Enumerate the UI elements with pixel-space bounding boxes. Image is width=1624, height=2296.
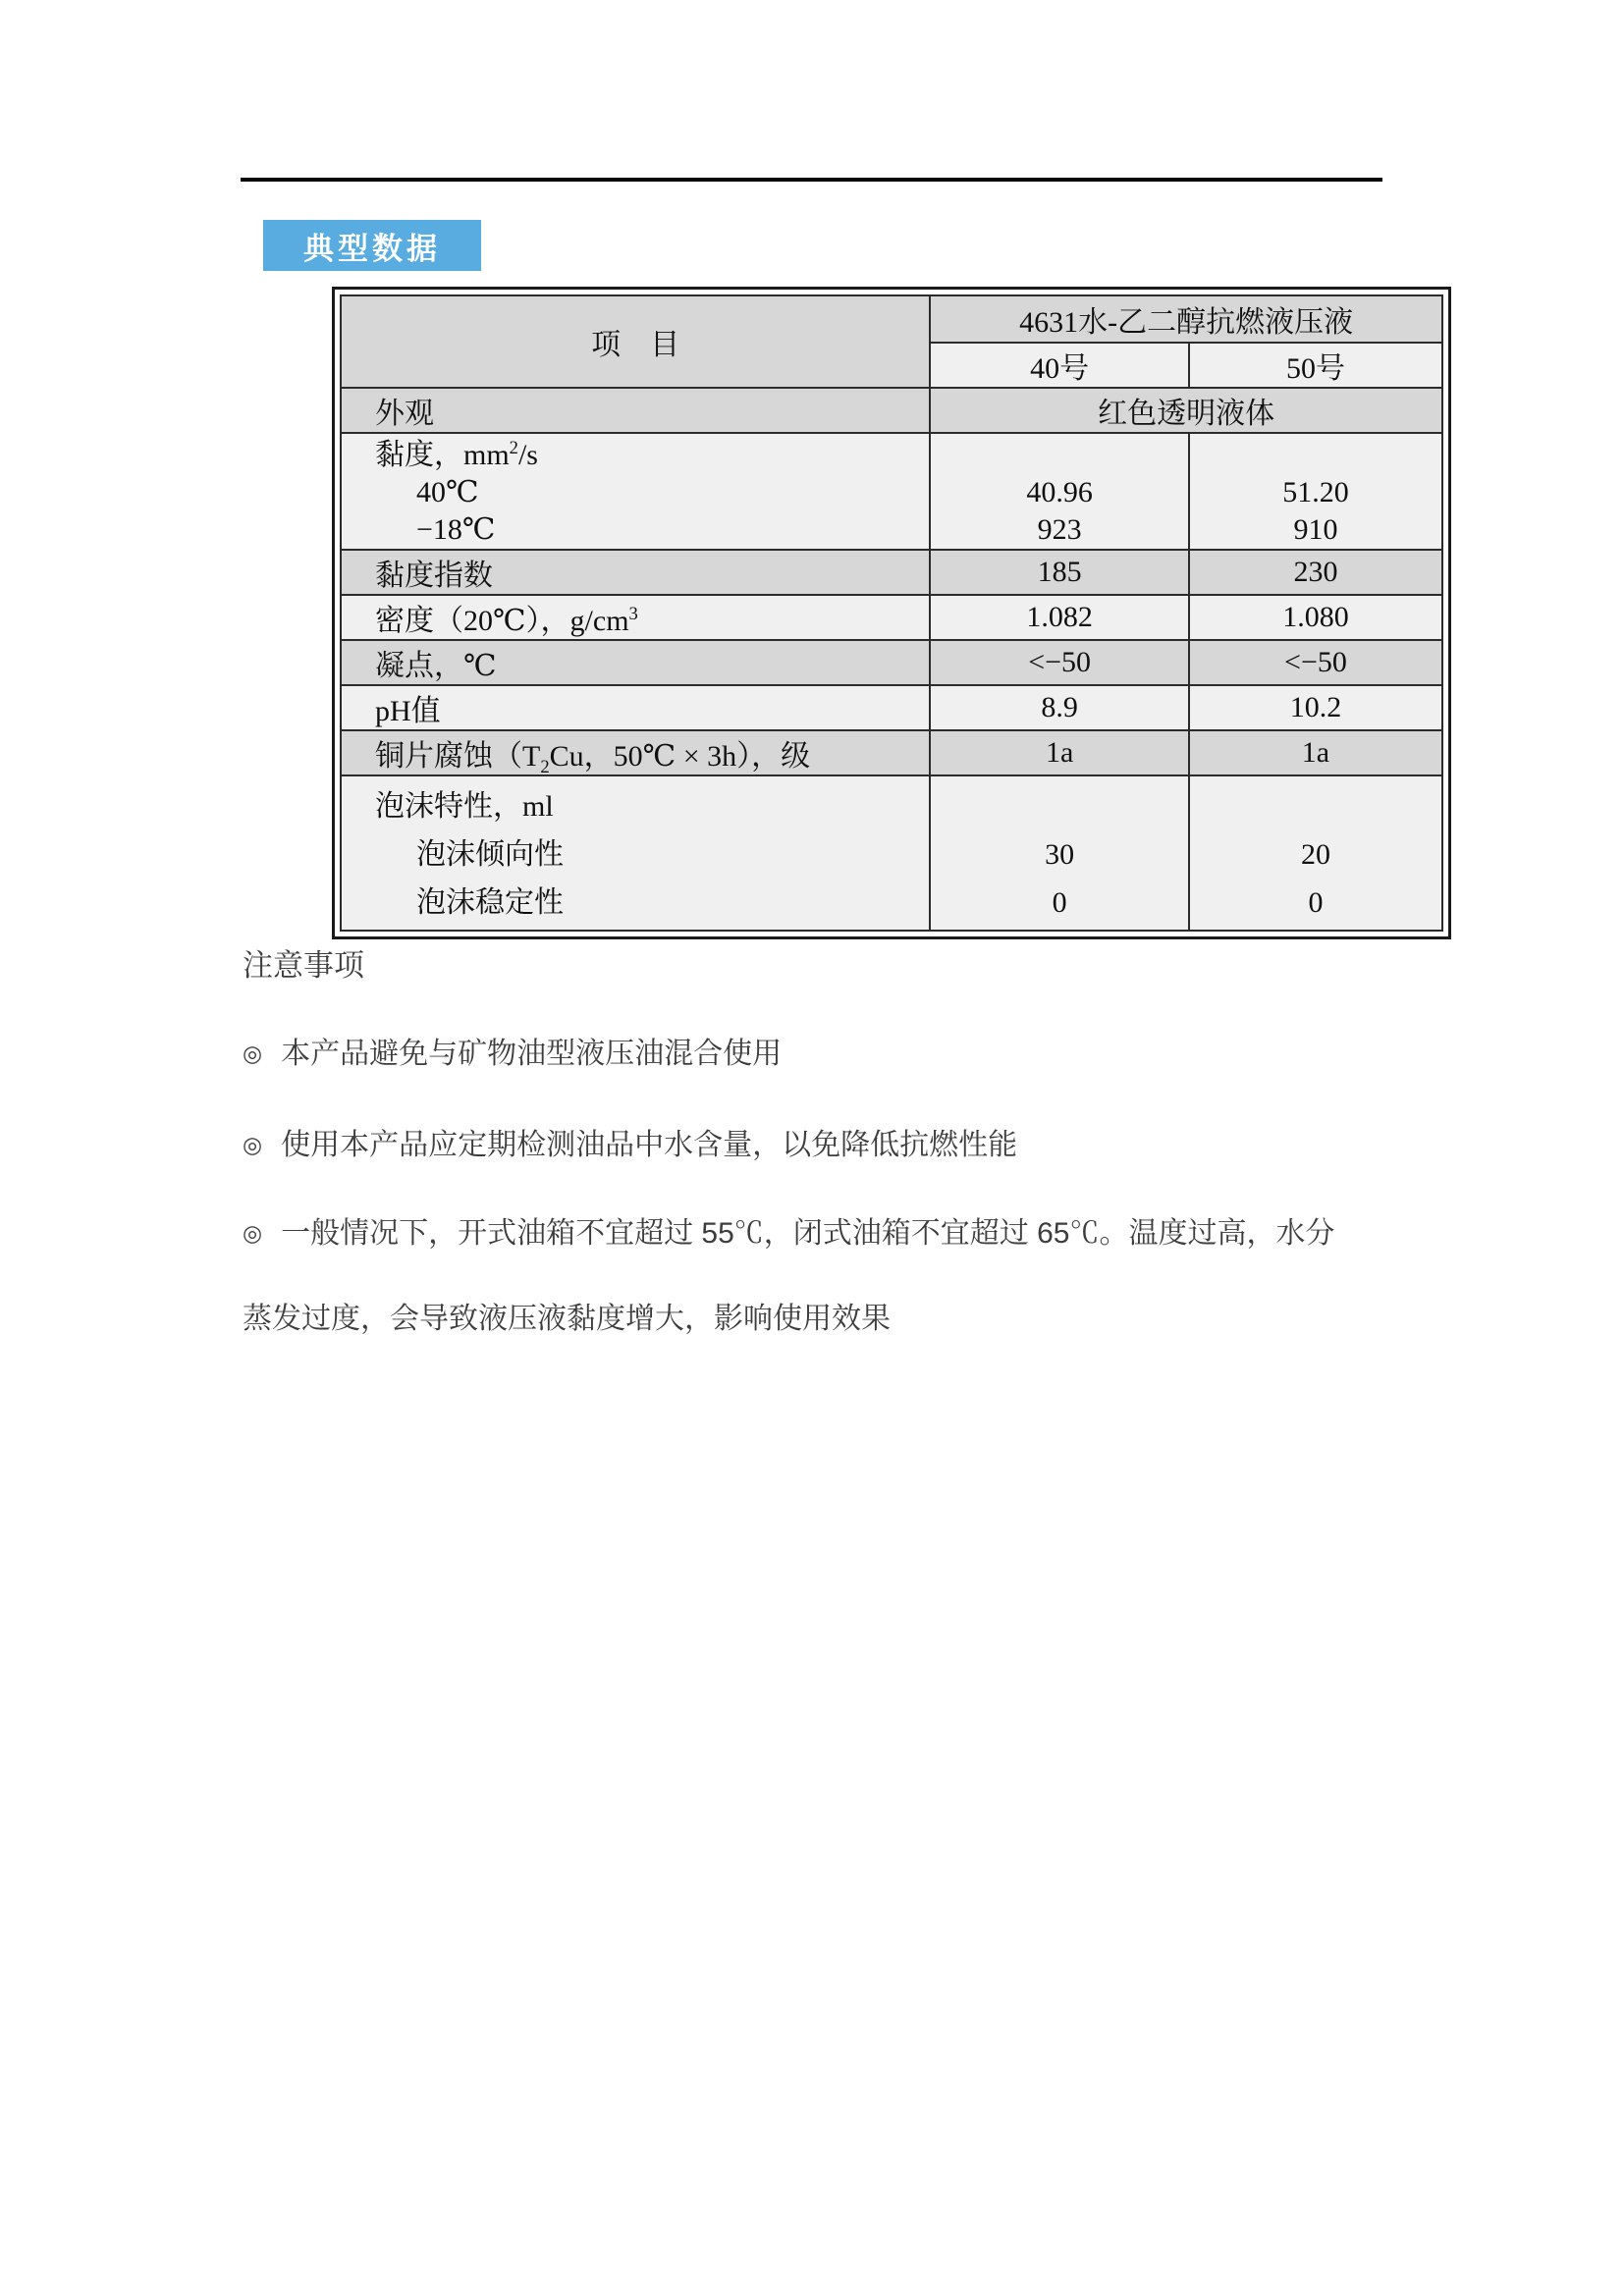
pour-point-grade40-cell: <−50 bbox=[930, 640, 1189, 685]
viscosity-grade50-cell bbox=[1189, 433, 1442, 550]
appearance-value-cell: 红色透明液体 bbox=[930, 388, 1442, 433]
grade-50-header-cell: 50号 bbox=[1189, 343, 1442, 388]
product-header-cell: 4631水-乙二醇抗燃液压液 bbox=[930, 295, 1442, 343]
viscosity-grade50-atminus18: 910 bbox=[1293, 513, 1338, 546]
foam-grade40-tendency: 30 bbox=[1045, 838, 1075, 871]
notes-title: 注意事项 bbox=[243, 948, 364, 983]
bullet-icon: ◎ bbox=[243, 1132, 263, 1157]
typical-data-table bbox=[332, 287, 1451, 939]
bullet-icon: ◎ bbox=[243, 1220, 263, 1246]
viscosity-index-grade50-cell: 230 bbox=[1189, 550, 1442, 595]
note-text: 本产品避免与矿物油型液压油混合使用 bbox=[281, 1038, 783, 1070]
ph-label-cell: pH值 bbox=[341, 685, 930, 730]
table-row-viscosity-index bbox=[341, 550, 1442, 595]
viscosity-grade40-cell bbox=[930, 433, 1189, 550]
bullet-icon: ◎ bbox=[243, 1041, 263, 1066]
table-row-viscosity bbox=[341, 433, 1442, 550]
copper-corrosion-label-cell: 铜片腐蚀（$T_2Cu$，50℃ × 3h），级 bbox=[341, 730, 930, 775]
foam-grade50-cell bbox=[1189, 775, 1442, 931]
table-row-appearance bbox=[341, 388, 1442, 433]
ph-grade40-cell: 8.9 bbox=[930, 685, 1189, 730]
density-grade40-cell: 1.082 bbox=[930, 595, 1189, 640]
top-divider-line bbox=[241, 178, 1382, 182]
note-text: 使用本产品应定期检测油品中水含量，以免降低抗燃性能 bbox=[281, 1129, 1018, 1161]
viscosity-grade40-atminus18: 923 bbox=[1037, 513, 1082, 546]
table-row-pour-point bbox=[341, 640, 1442, 685]
table-row-density bbox=[341, 595, 1442, 640]
copper-corrosion-grade50-cell: 1a bbox=[1189, 730, 1442, 775]
viscosity-temp-minus18-label: −18℃ bbox=[416, 513, 496, 546]
pour-point-grade50-cell: <−50 bbox=[1189, 640, 1442, 685]
density-grade50-cell: 1.080 bbox=[1189, 595, 1442, 640]
spec-table bbox=[340, 294, 1443, 932]
note-item bbox=[243, 1029, 782, 1072]
note-item bbox=[243, 1120, 1017, 1163]
foam-stability-label: 泡沫稳定性 bbox=[416, 886, 564, 919]
table-row-product-header bbox=[341, 295, 1442, 343]
table-row-copper-corrosion bbox=[341, 730, 1442, 775]
ph-grade50-cell: 10.2 bbox=[1189, 685, 1442, 730]
viscosity-temp-40-label: 40℃ bbox=[416, 476, 479, 508]
appearance-label-cell: 外观 bbox=[341, 388, 930, 433]
viscosity-label-cell bbox=[341, 433, 930, 550]
pour-point-label-cell: 凝点，℃ bbox=[341, 640, 930, 685]
note-item bbox=[243, 1208, 1335, 1252]
viscosity-label-line: 黏度，$mm^2/s$ bbox=[375, 438, 538, 471]
foam-grade40-cell bbox=[930, 775, 1189, 931]
copper-corrosion-grade40-cell: 1a bbox=[930, 730, 1189, 775]
foam-label-line: 泡沫特性，ml bbox=[375, 790, 554, 823]
foam-tendency-label: 泡沫倾向性 bbox=[416, 838, 564, 871]
note-text: 一般情况下，开式油箱不宜超过 55℃，闭式油箱不宜超过 65℃。温度过高，水分 bbox=[281, 1217, 1335, 1250]
grade-40-header-cell: 40号 bbox=[930, 343, 1189, 388]
item-header-cell: 项 目 bbox=[341, 295, 930, 388]
viscosity-grade40-at40: 40.96 bbox=[1026, 476, 1093, 508]
table-row-foam bbox=[341, 775, 1442, 931]
section-badge: 典型数据 bbox=[263, 220, 481, 271]
foam-grade50-stability: 0 bbox=[1308, 886, 1324, 919]
foam-label-cell bbox=[341, 775, 930, 931]
foam-grade40-stability: 0 bbox=[1052, 886, 1067, 919]
density-label-cell: 密度（20℃），$g/cm^3$ bbox=[341, 595, 930, 640]
viscosity-index-label-cell: 黏度指数 bbox=[341, 550, 930, 595]
viscosity-index-grade40-cell: 185 bbox=[930, 550, 1189, 595]
table-row-ph bbox=[341, 685, 1442, 730]
foam-grade50-tendency: 20 bbox=[1300, 838, 1330, 871]
note-continuation-text: 蒸发过度，会导致液压液黏度增大，影响使用效果 bbox=[243, 1303, 891, 1335]
viscosity-grade50-at40: 51.20 bbox=[1282, 476, 1349, 508]
